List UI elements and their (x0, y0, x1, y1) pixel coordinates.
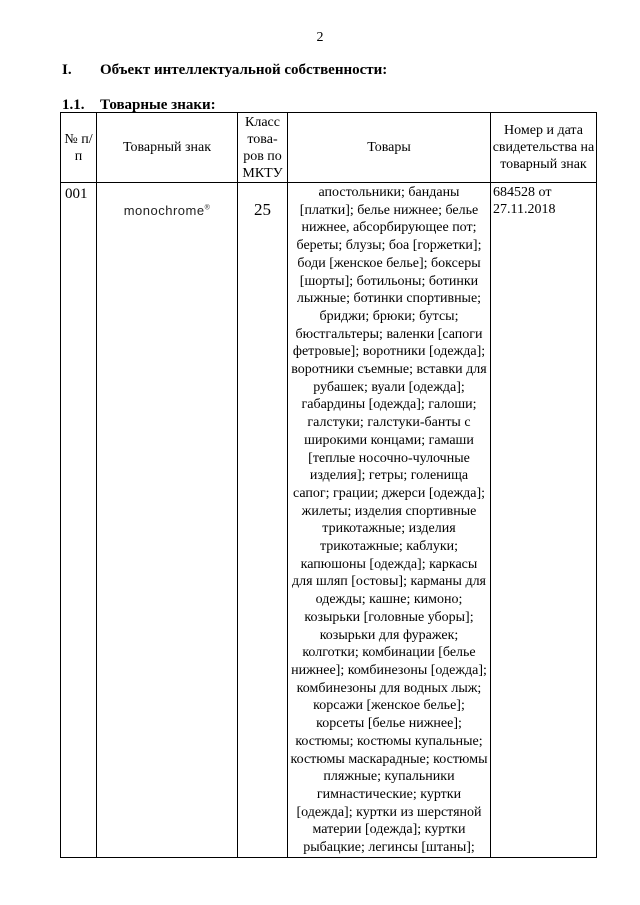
row-number: 001 (61, 183, 97, 858)
logo-text: monochrome (123, 203, 205, 218)
section-number: I. (62, 62, 72, 78)
header-goods: Товары (288, 113, 491, 183)
table-header-row (61, 113, 597, 183)
section-title: Объект интеллектуальной собственности: (100, 62, 388, 78)
monochrome-logo (124, 203, 211, 218)
header-num: № п/п (61, 113, 97, 183)
subsection-number: 1.1. (62, 97, 85, 113)
subsection-title: Товарные знаки: (100, 97, 216, 113)
trademarks-table (60, 112, 597, 858)
table-row (61, 183, 597, 858)
page-number: 2 (316, 30, 324, 45)
header-class: Класс това-ров по МКТУ (238, 113, 288, 183)
class-cell: 25 (238, 183, 288, 858)
goods-cell: апостольники; банданы [платки]; белье нижнее; белье нижнее, абсорбирующее пот; береты; блузы; боа [горжетки]; боди [женское белье]; боксеры [шорты]; ботильоны; ботинки лыжные; ботинки спортивные; бриджи; брюки; бутсы; бюстгальтеры; валенки [сапоги фетровые]; воротники [одежда]; воротники съемные; вставки для рубашек; вуали [одежда]; габардины [одежда]; галоши; галстуки; галстуки-банты с широкими концами; гамаши [теплые носочно-чулочные изделия]; гетры; голенища сапог; грации; джерси [одежда]; жилеты; изделия спортивные трикотажные; изделия трикотажные; каблуки; капюшоны [одежда]; каркасы для шляп [остовы]; карманы для одежды; кашне; кимоно; козырьки [головные уборы]; козырьки для фуражек; колготки; комбинации [белье нижнее]; комбинезоны [одежда]; комбинезоны для водных лыж; корсажи [женское белье]; корсеты [белье нижнее]; костюмы; костюмы купальные; костюмы маскарадные; костюмы пляжные; купальники гимнастические; куртки [одежда]; куртки из шерстяной материи [одежда]; куртки рыбацкие; легинсы [штаны]; (288, 183, 491, 858)
header-trademark: Товарный знак (97, 113, 238, 183)
header-registration: Номер и дата свидетельства на товарный знак (491, 113, 597, 183)
section-heading (62, 62, 387, 79)
registered-symbol: ® (204, 204, 211, 212)
trademark-cell (97, 183, 238, 858)
registration-cell: 684528 от 27.11.2018 (491, 183, 597, 858)
